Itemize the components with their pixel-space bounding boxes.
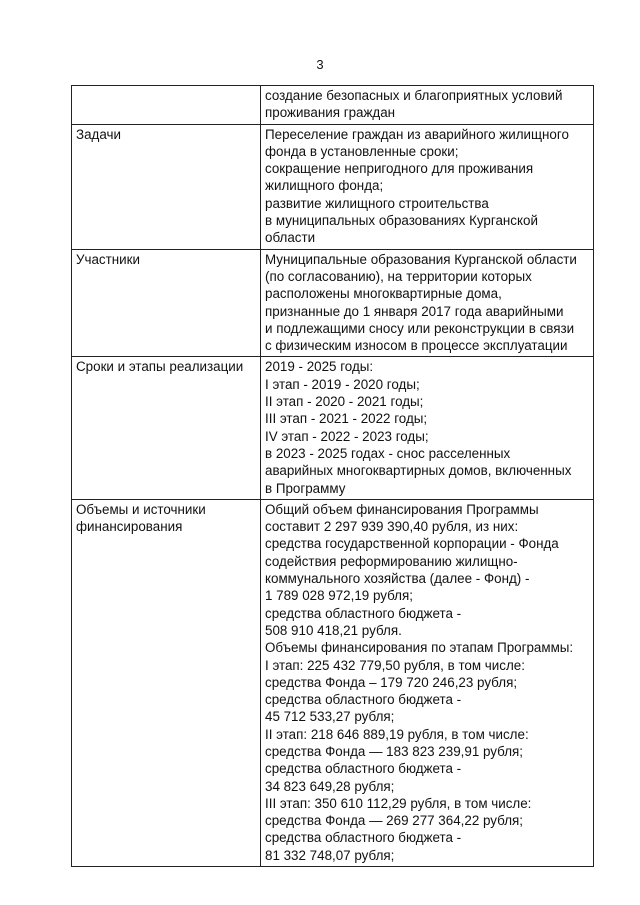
row-content-line: Общий объем финансирования Программы [265, 501, 539, 517]
row-content-line: Переселение граждан из аварийного жилищного [265, 126, 569, 142]
row-content-line: в Программу [265, 480, 346, 496]
row-content-line: 508 910 418,21 рубля. [265, 622, 402, 638]
table-row [72, 249, 594, 357]
row-content-line: 1 789 028 972,19 рубля; [265, 588, 413, 604]
row-content-line: 45 712 533,27 рубля; [265, 709, 395, 725]
row-label-line: Задачи [76, 126, 121, 142]
row-content-cell [261, 86, 594, 125]
row-content-cell [261, 357, 594, 499]
row-content-cell [261, 249, 594, 357]
row-content-line: и подлежащими сносу или реконструкции в связи [265, 320, 575, 336]
row-content-line: I этап - 2019 - 2020 годы; [265, 376, 420, 392]
row-content-line: средства областного бюджета - [265, 692, 462, 708]
page-number: 3 [316, 57, 324, 72]
row-content-line: средства Фонда — 269 277 364,22 рубля; [265, 813, 523, 829]
row-content-line: проживания граждан [265, 105, 396, 121]
row-content-line: аварийных многоквартирных домов, включенных [265, 463, 572, 479]
row-content-line: Муниципальные образования Курганской области [265, 251, 577, 267]
row-content-line: II этап: 218 646 889,19 рубля, в том числе: [265, 726, 529, 742]
row-label-line: Объемы и источники [76, 501, 206, 517]
row-content-line: жилищного фонда; [265, 178, 384, 194]
table-row [72, 499, 594, 866]
row-content-line: средства областного бюджета - [265, 605, 462, 621]
row-content-line: III этап: 350 610 112,29 рубля, в том числе: [265, 795, 532, 811]
row-content-line: признанные до 1 января 2017 года аварийными [265, 303, 564, 319]
table-row [72, 86, 594, 125]
row-content-line: 34 823 649,28 рубля; [265, 778, 395, 794]
row-content-line: в 2023 - 2025 годах - снос расселенных [265, 445, 511, 461]
row-content-line: 81 332 748,07 рубля; [265, 847, 395, 863]
row-content-line: средства областного бюджета - [265, 761, 462, 777]
row-label-line: Участники [76, 251, 140, 267]
row-content-line: фонда в установленные сроки; [265, 143, 459, 159]
row-content-line: развитие жилищного строительства [265, 195, 489, 211]
row-label-cell [72, 357, 261, 499]
row-content-line: 2019 - 2025 годы: [265, 359, 374, 375]
row-label-cell [72, 86, 261, 125]
row-content-line: с физическим износом в процессе эксплуатации [265, 338, 568, 354]
row-content-cell [261, 499, 594, 866]
table-body [72, 86, 594, 867]
row-content-line: создание безопасных и благоприятных условий [265, 88, 563, 103]
row-content-line: средства Фонда — 183 823 239,91 рубля; [265, 743, 523, 759]
row-content-line: средства областного бюджета - [265, 830, 462, 846]
program-passport-table [71, 85, 594, 867]
row-label-cell [72, 124, 261, 249]
row-content-cell [261, 124, 594, 249]
row-content-line: Объемы финансирования по этапам Программы: [265, 640, 574, 656]
row-label-cell [72, 499, 261, 866]
row-content-line: области [265, 230, 316, 246]
row-content-line: составит 2 297 939 390,40 рубля, из них: [265, 519, 519, 535]
row-label-line: финансирования [76, 519, 183, 535]
table-row [72, 357, 594, 499]
row-content-line: IV этап - 2022 - 2023 годы; [265, 428, 429, 444]
row-content-line: содействия реформированию жилищно- [265, 553, 518, 569]
row-content-line: в муниципальных образованиях Курганской [265, 213, 538, 229]
row-content-line: I этап: 225 432 779,50 рубля, в том числе: [265, 657, 525, 673]
row-content-line: сокращение непригодного для проживания [265, 161, 534, 177]
row-content-line: расположены многоквартирные дома, [265, 286, 502, 302]
row-content-line: (по согласованию), на территории которых [265, 268, 532, 284]
row-content-line: II этап - 2020 - 2021 годы; [265, 394, 424, 410]
row-content-line: коммунального хозяйства (далее - Фонд) - [265, 571, 530, 587]
row-label-line: Сроки и этапы реализации [76, 359, 244, 375]
row-content-line: средства государственной корпорации - Фонда [265, 536, 559, 552]
row-label-cell [72, 249, 261, 357]
row-content-line: III этап - 2021 - 2022 годы; [265, 411, 428, 427]
table-row [72, 124, 594, 249]
row-content-line: средства Фонда – 179 720 246,23 рубля; [265, 674, 518, 690]
